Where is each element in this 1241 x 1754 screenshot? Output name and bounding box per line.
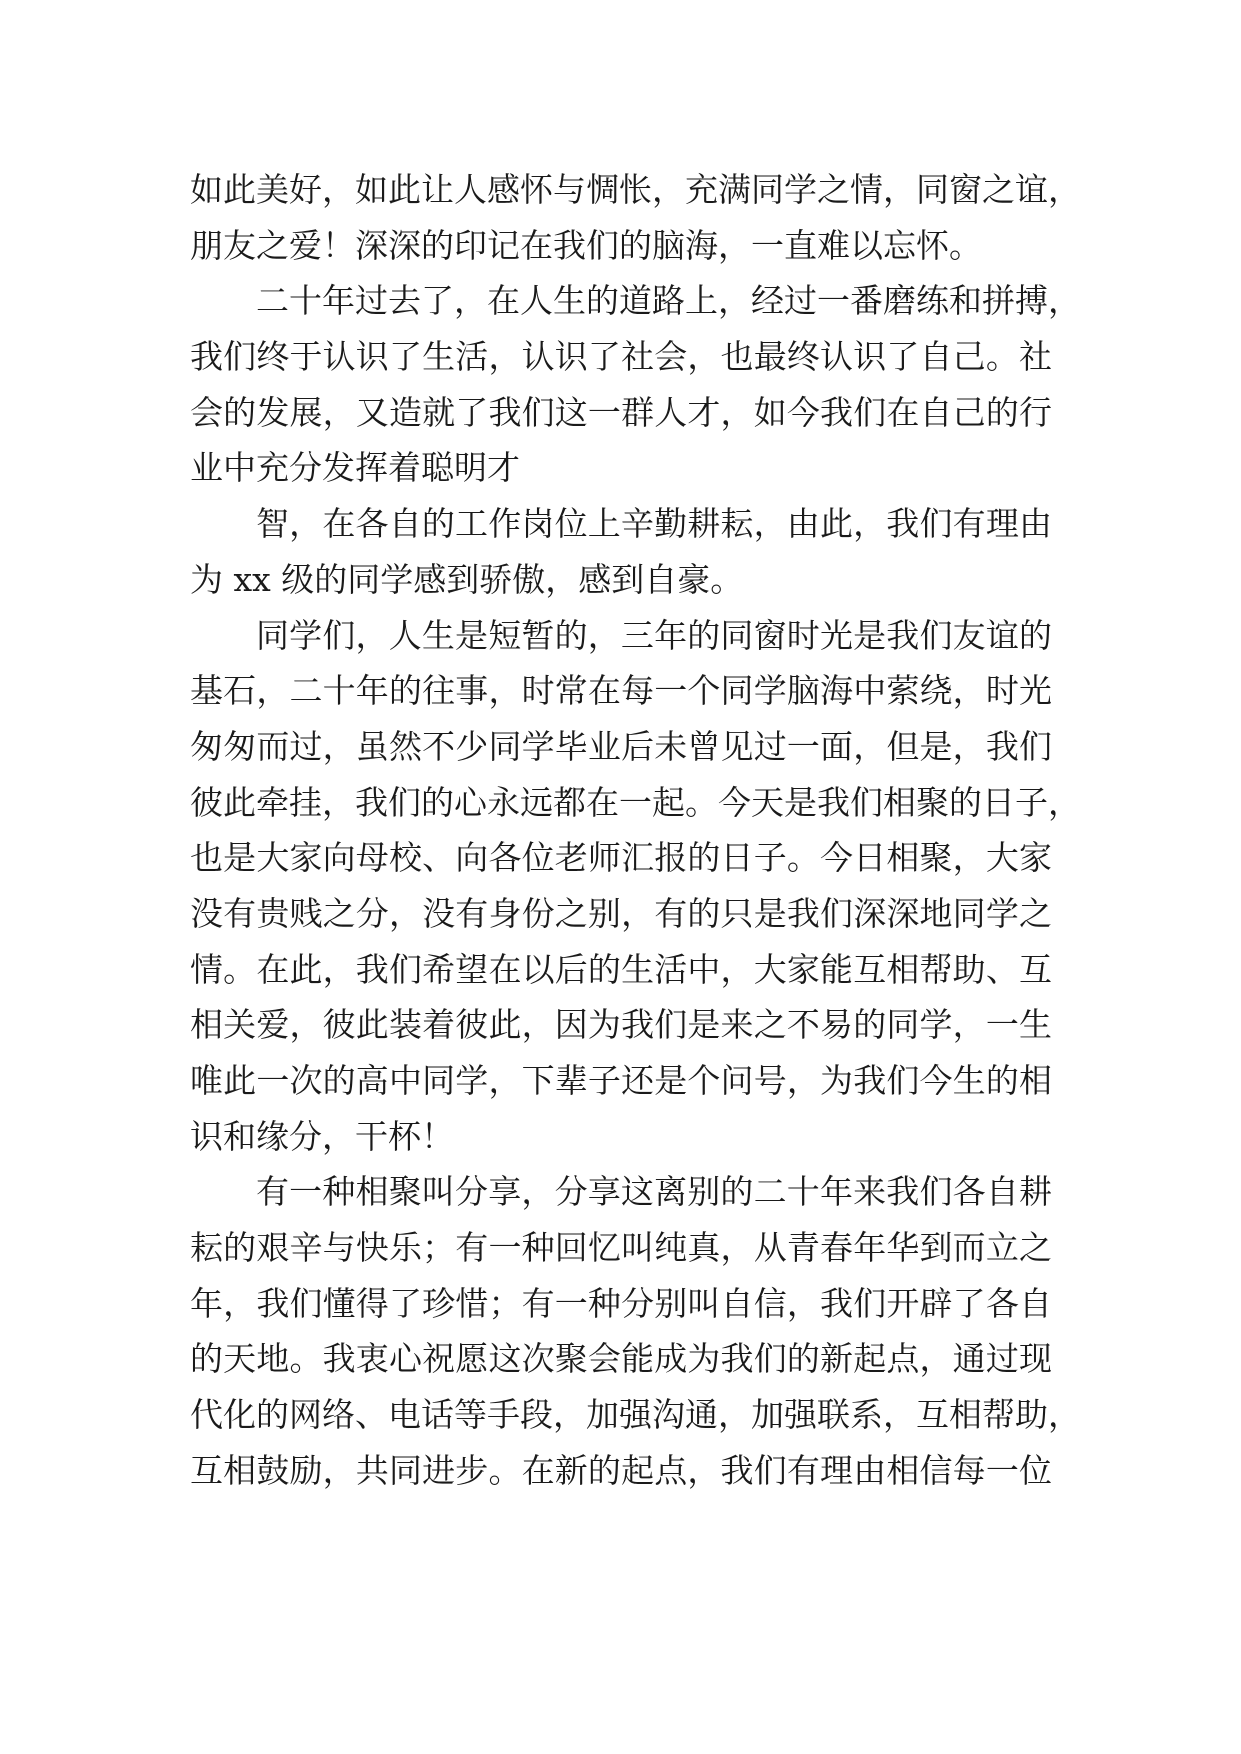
text-line: 为 xx 级的同学感到骄傲，感到自豪。 [190, 559, 744, 599]
text-line: 耘的艰辛与快乐；有一种回忆叫纯真，从青春年华到而立之 [190, 1228, 1052, 1268]
document-body [190, 162, 1081, 1499]
text-line: 识和缘分，干杯！ [190, 1116, 454, 1156]
paragraph-first-line: 有一种相聚叫分享，分享这离别的二十年来我们各自耕 [256, 1172, 1052, 1212]
text-line: 基石，二十年的往事，时常在每一个同学脑海中萦绕，时光 [190, 671, 1052, 711]
paragraph-first-line: 同学们，人生是短暂的，三年的同窗时光是我们友谊的 [256, 615, 1052, 655]
text-line: 相关爱，彼此装着彼此，因为我们是来之不易的同学，一生 [190, 1005, 1052, 1045]
text-line: 的天地。我衷心祝愿这次聚会能成为我们的新起点，通过现 [190, 1339, 1052, 1379]
text-line: 朋友之爱！深深的印记在我们的脑海，一直难以忘怀。 [190, 225, 982, 265]
text-line: 如此美好，如此让人感怀与惆怅，充满同学之情，同窗之谊， [190, 170, 1081, 209]
paragraph-first-line: 二十年过去了，在人生的道路上，经过一番磨练和拼搏， [256, 281, 1081, 321]
text-line: 互相鼓励，共同进步。在新的起点，我们有理由相信每一位 [190, 1450, 1052, 1490]
text-line: 代化的网络、电话等手段，加强沟通，加强联系，互相帮助， [190, 1395, 1081, 1435]
text-line: 年，我们懂得了珍惜；有一种分别叫自信，我们开辟了各自 [190, 1283, 1052, 1323]
text-line: 也是大家向母校、向各位老师汇报的日子。今日相聚，大家 [190, 838, 1052, 878]
text-line: 我们终于认识了生活，认识了社会，也最终认识了自己。社 [190, 337, 1052, 377]
text-line: 匆匆而过，虽然不少同学毕业后未曾见过一面，但是，我们 [190, 726, 1052, 766]
text-line: 业中充分发挥着聪明才 [190, 448, 520, 488]
text-line: 彼此牵挂，我们的心永远都在一起。今天是我们相聚的日子， [190, 782, 1081, 822]
text-line: 没有贵贱之分，没有身份之别，有的只是我们深深地同学之 [190, 893, 1052, 933]
text-line: 情。在此，我们希望在以后的生活中，大家能互相帮助、互 [190, 949, 1052, 989]
text-line: 会的发展，又造就了我们这一群人才，如今我们在自己的行 [190, 392, 1052, 432]
paragraph-first-line: 智，在各自的工作岗位上辛勤耕耘，由此，我们有理由 [256, 504, 1052, 544]
text-line: 唯此一次的高中同学，下辈子还是个问号，为我们今生的相 [190, 1061, 1052, 1100]
